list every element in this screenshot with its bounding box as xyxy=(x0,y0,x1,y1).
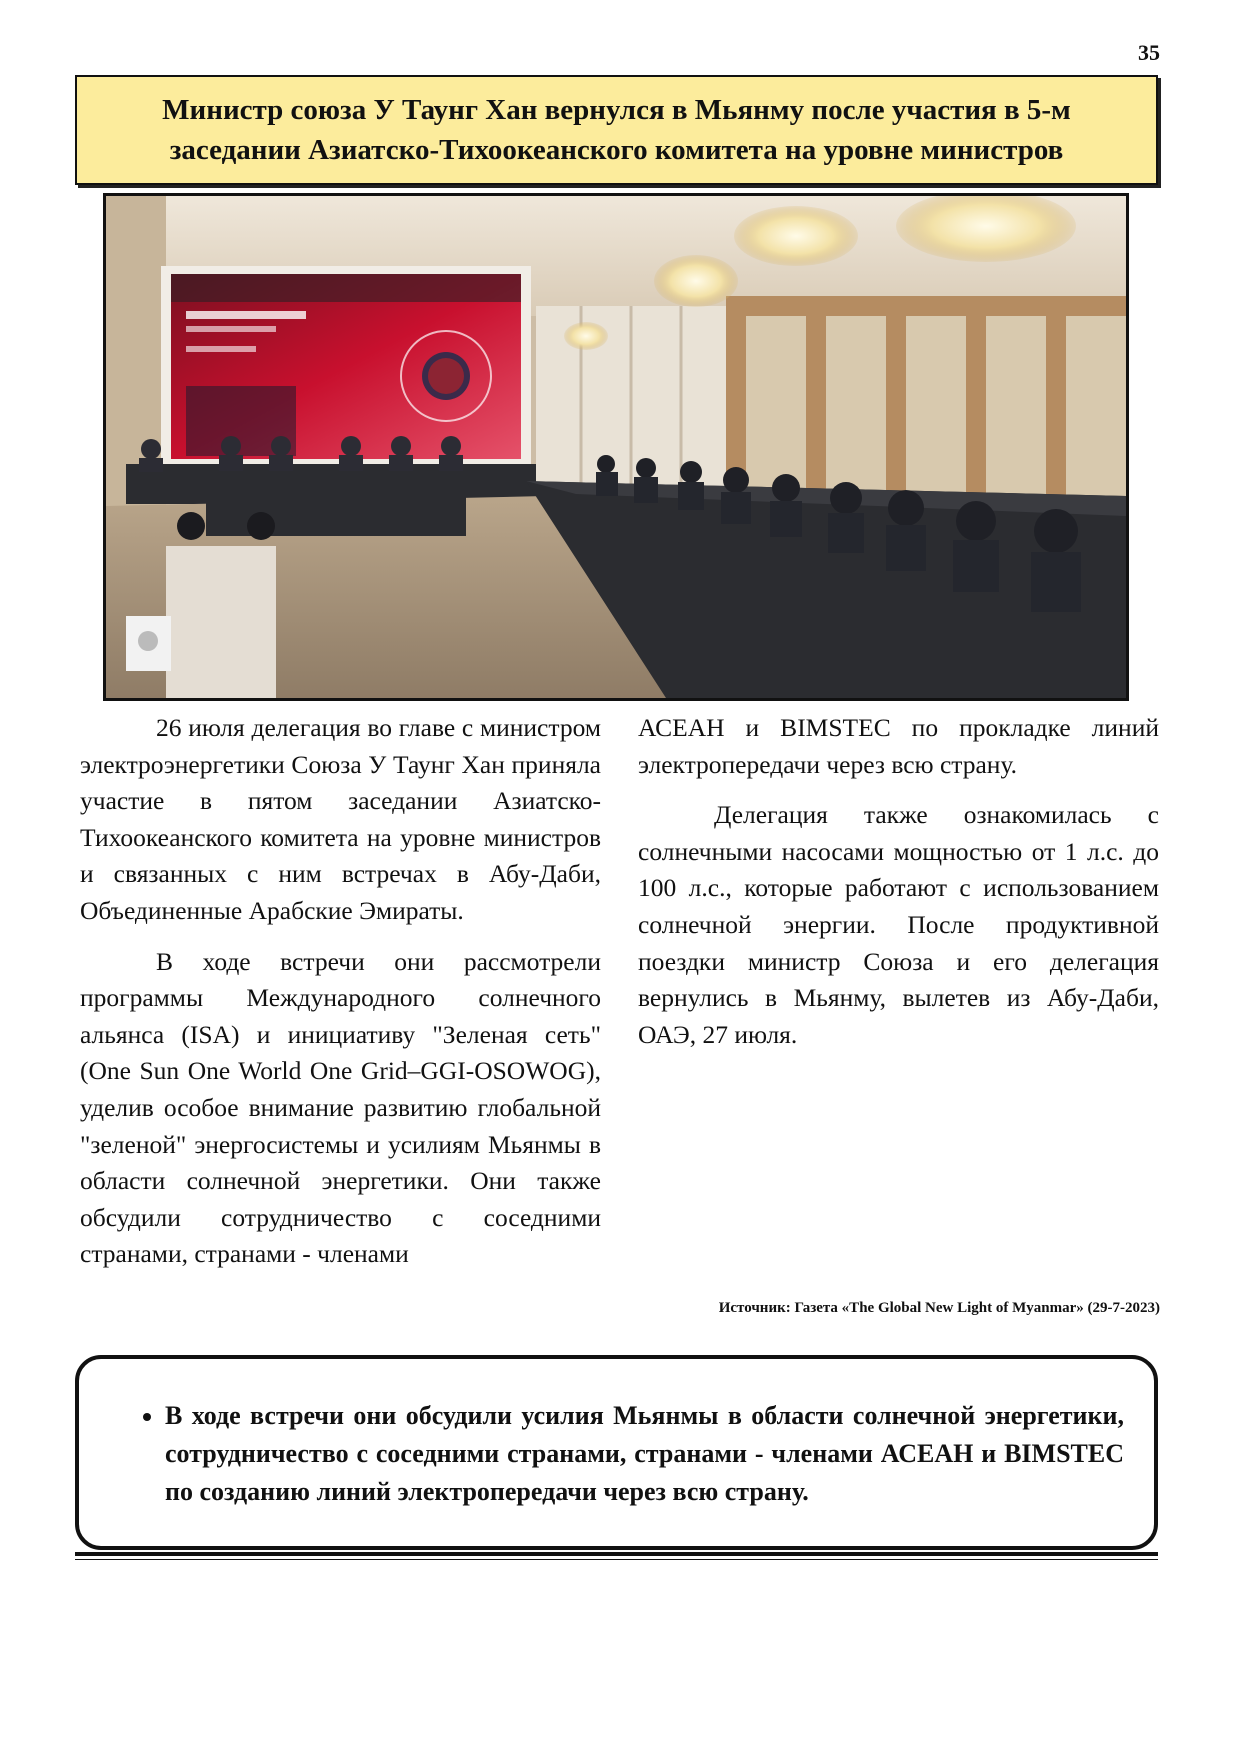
conference-photo xyxy=(103,193,1129,701)
article-paragraph: Делегация также ознакомилась с солнечными насосами мощностью от 1 л.с. до 100 л.с., которые работают с использованием солнечной энергии. После продуктивной поездки министр Союза и его делегация вернулись в Мьянму, вылетев из Абу-Даби, ОАЭ, 27 июля. xyxy=(638,800,1159,1049)
summary-list xyxy=(119,1397,1124,1511)
footer-rule xyxy=(75,1552,1158,1556)
footer-rule-thin xyxy=(75,1559,1158,1560)
article-column-right xyxy=(638,710,1159,1053)
page-number: 35 xyxy=(1138,40,1160,65)
conference-hall-illustration xyxy=(106,196,1126,698)
source-credit: Источник: Газета «The Global New Light of Myanmar» (29-7-2023) xyxy=(718,1300,1160,1316)
summary-callout xyxy=(75,1355,1158,1550)
summary-bullet: • В ходе встречи они обсудили усилия Мьянмы в области солнечной энергетики, сотрудничество с соседними странами, странами - членами АСЕАН и BIMSTEC по созданию линий электропередачи через всю страну. xyxy=(165,1397,1124,1511)
article-paragraph: АСЕАН и BIMSTEC по прокладке линий электропередачи через всю страну. xyxy=(638,713,1159,779)
article-paragraph: В ходе встречи они рассмотрели программы Международного солнечного альянса (ISA) и инициативу "Зеленая сеть" (One Sun One World One Grid–GGI-OSOWOG), уделив особое внимание развитию глобальной "зеленой" энергосистемы и усилиям Мьянмы в области солнечной энергетики. Они также обсудили сотрудничество с соседними странами, странами - членами xyxy=(80,946,601,1269)
article-paragraph: 26 июля делегация во главе с министром электроэнергетики Союза У Таунг Хан приняла участие в пятом заседании Азиатско-Тихоокеанского комитета на уровне министров и связанных с ним встречах в Абу-Даби, Объединенные Арабские Эмираты. xyxy=(80,713,601,925)
article-title: Министр союза У Таунг Хан вернулся в Мьянму после участия в 5-м заседании Азиатско-Тихоокеанского комитета на уровне министров xyxy=(75,75,1158,185)
article-column-left xyxy=(80,710,601,1273)
